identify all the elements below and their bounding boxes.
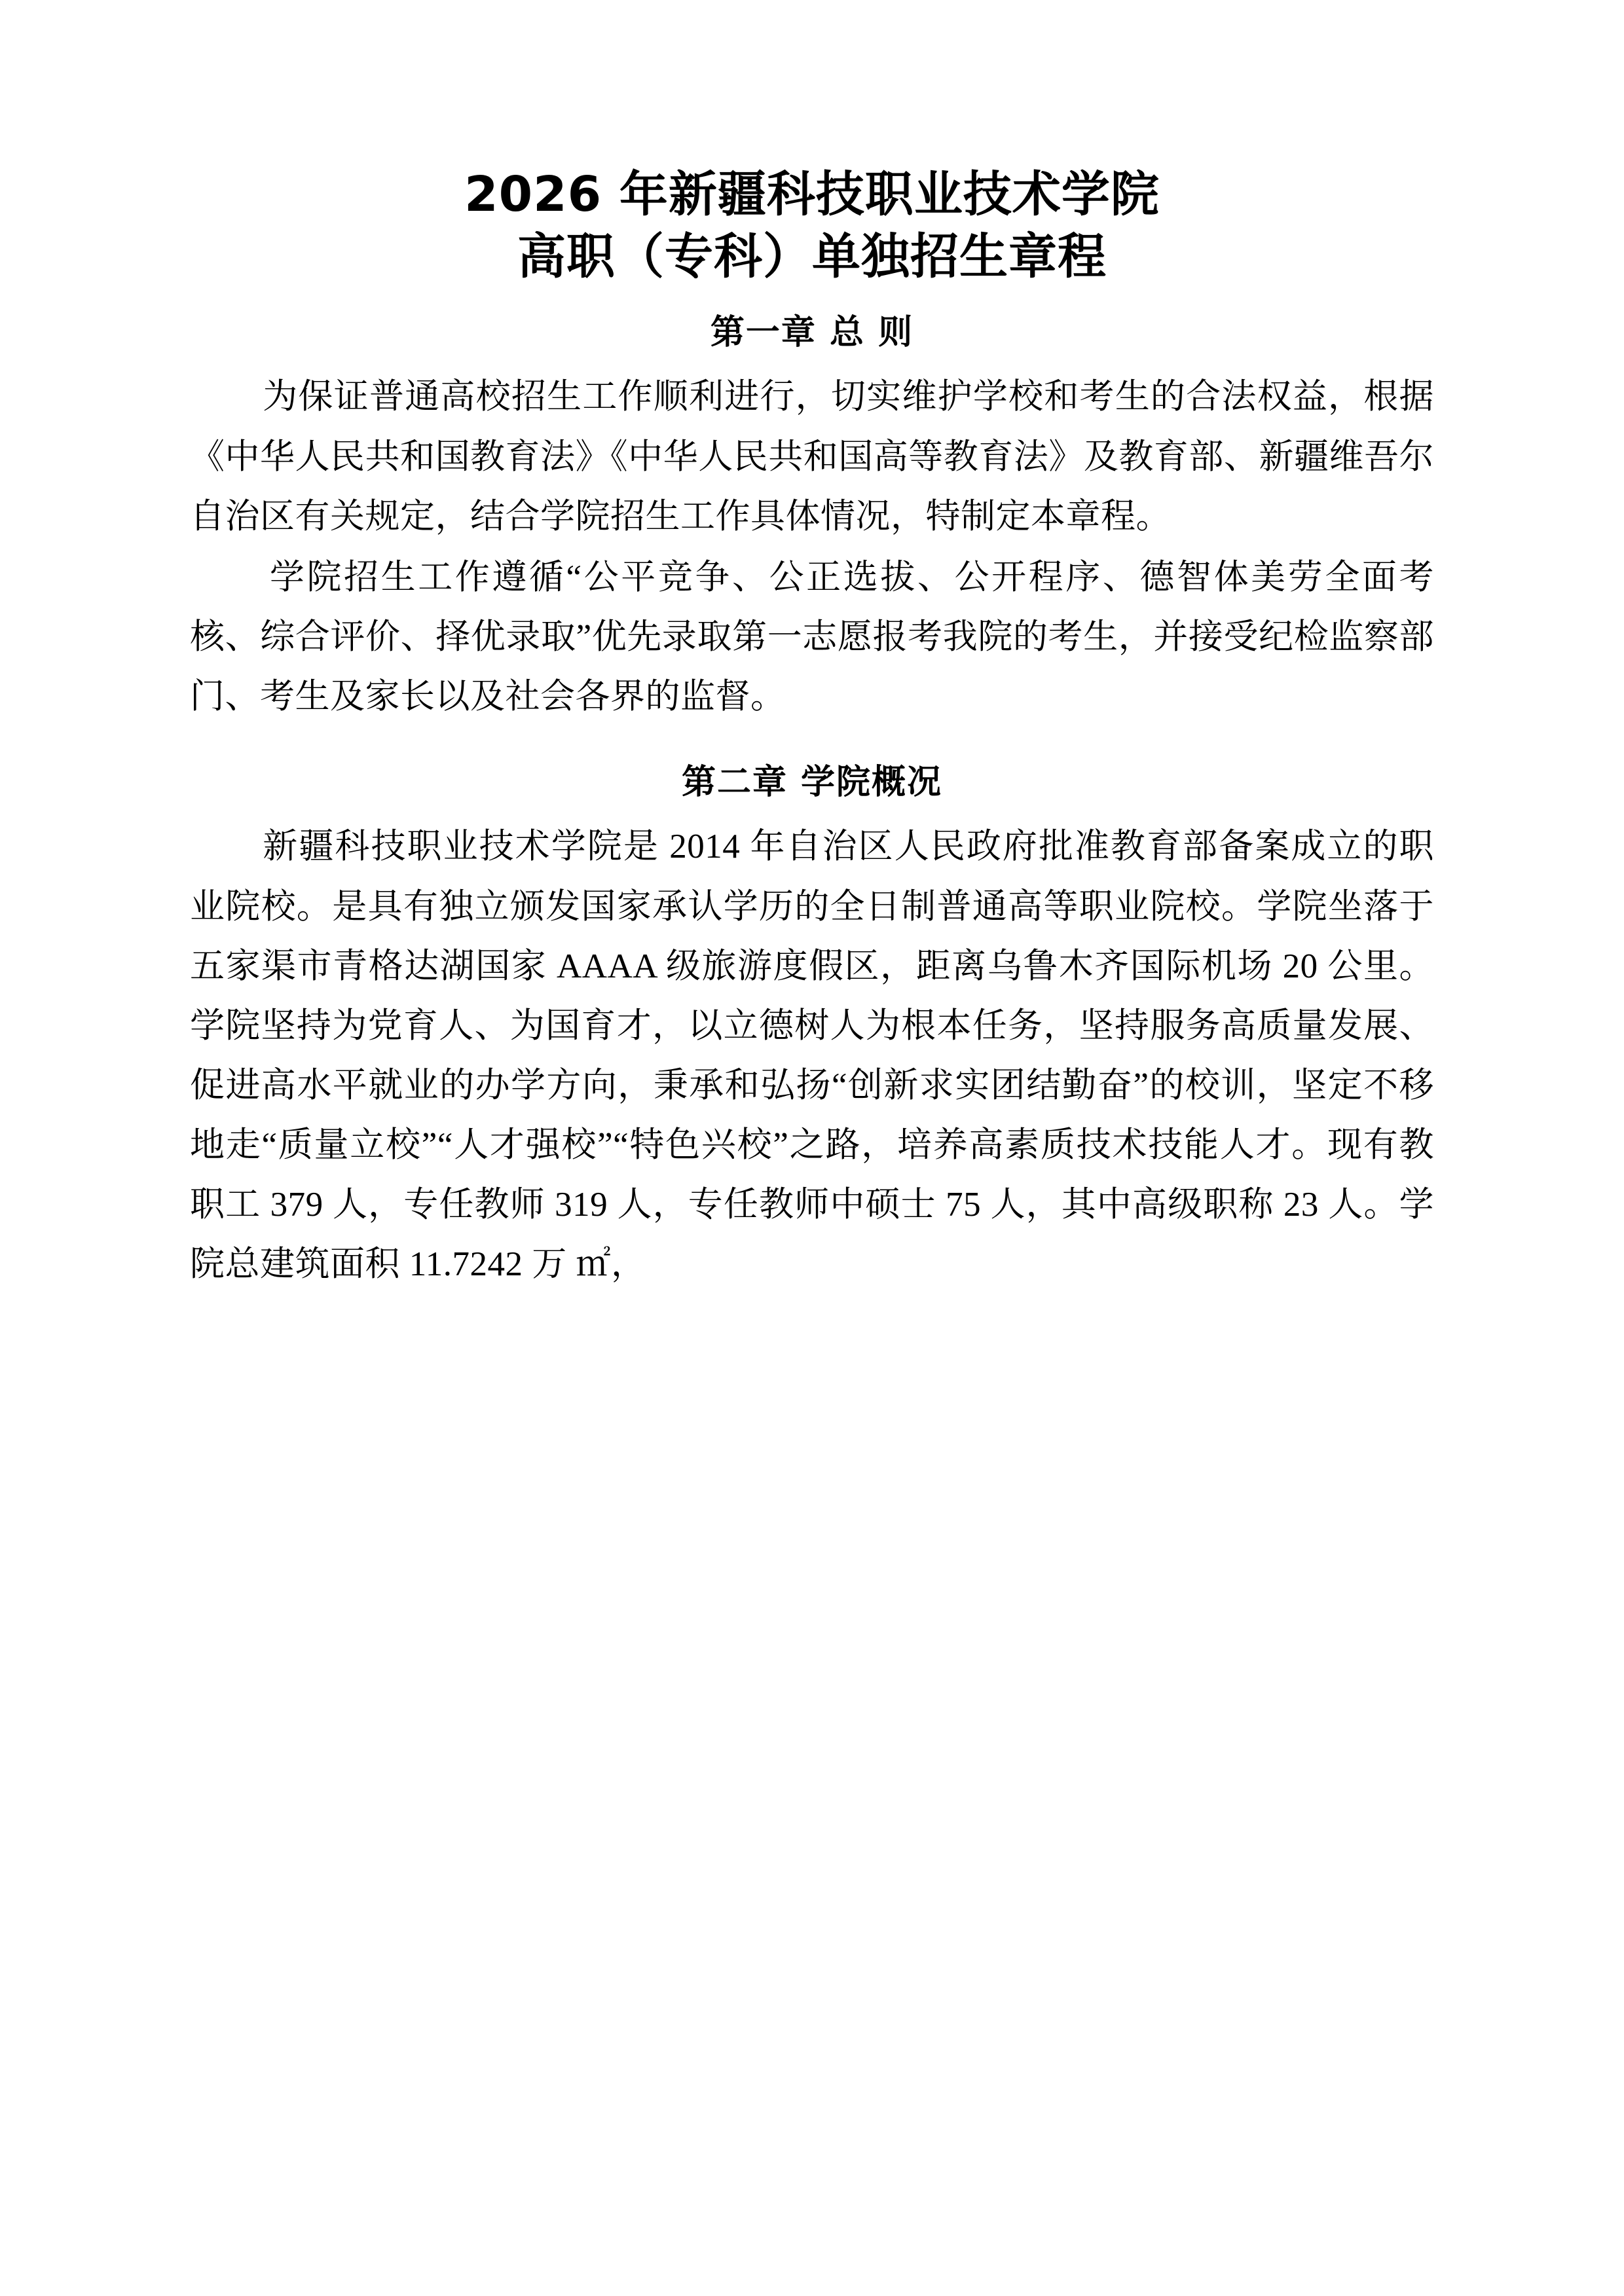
chapter-1-heading: 第一章 总 则 (710, 313, 914, 353)
chapter-2-paragraph-1: 新疆科技职业技术学院是 2014 年自治区人民政府批准教育部备案成立的职业院校。是具有独立颁发国家承认学历的全日制普通高等职业院校。学院坐落于五家渠市青格达湖国家 AAAA 级旅游度假区，距离乌鲁木齐国际机场 20 公里。学院坚持为党育人、为国育才，以立德树人为根本任务，坚持服务高质量发展、促进高水平就业的办学方向，秉承和弘扬“创新求实团结勤奋”的校训，坚定不移地走“质量立校”“人才强校”“特色兴校”之路，培养高素质技术技能人才。现有教职工 379 人，专任教师 319 人，专任教师中硕士 75 人，其中高级职称 23 人。学院总建筑面积 11.7242 万 ㎡， (190, 828, 1434, 1284)
title-line-2: 高职（专科）单独招生章程 (517, 228, 1107, 285)
title-line-1: 2026 年新疆科技职业技术学院 (464, 166, 1160, 223)
chapter-1-paragraph-2: 学院招生工作遵循“公平竞争、公正选拔、公开程序、德智体美劳全面考核、综合评价、择优录取”优先录取第一志愿报考我院的考生，并接受纪检监察部门、考生及家长以及社会各界的监督。 (190, 558, 1434, 716)
chapter-2-heading: 第二章 学院概况 (681, 763, 943, 803)
chapter-1-paragraph-1: 为保证普通高校招生工作顺利进行，切实维护学校和考生的合法权益，根据《中华人民共和国教育法》《中华人民共和国高等教育法》及教育部、新疆维吾尔自治区有关规定，结合学院招生工作具体情况，特制定本章程。 (190, 378, 1434, 536)
page-title (190, 164, 1434, 287)
